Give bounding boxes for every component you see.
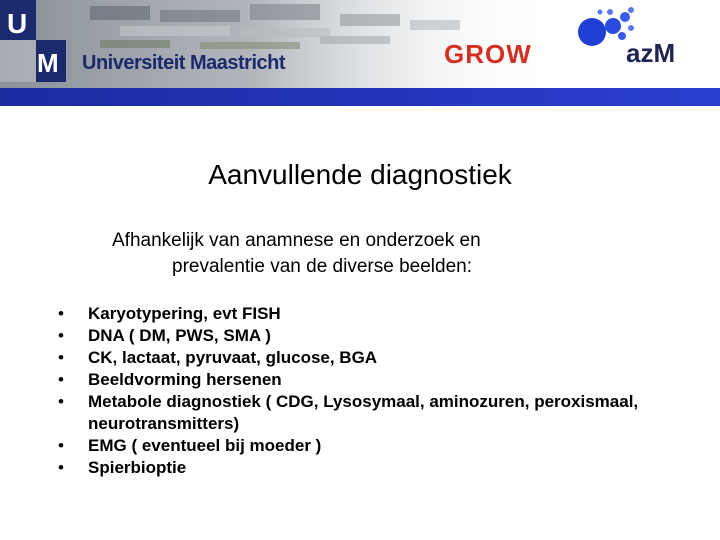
university-wordmark: Universiteit Maastricht [82,52,286,74]
bullet-icon: • [58,392,64,411]
bullet-text: Beeldvorming hersenen [88,370,282,389]
list-item [58,325,658,347]
list-item [58,435,658,457]
grow-logo: GROW [444,39,532,69]
bullet-icon: • [58,304,64,323]
bullet-text: EMG ( eventueel bij moeder ) [88,436,322,455]
bullet-icon: • [58,326,64,345]
intro-line-1: Afhankelijk van anamnese en onderzoek en [112,230,481,251]
bullet-icon: • [58,348,64,367]
list-item [58,369,658,391]
list-item [58,457,658,479]
intro-line-2: prevalentie van de diverse beelden: [172,256,472,277]
bullet-icon: • [58,458,64,477]
bullet-text: Karyotypering, evt FISH [88,304,281,323]
bullet-text: CK, lactaat, pyruvaat, glucose, BGA [88,348,378,367]
bullet-icon: • [58,370,64,389]
bullet-icon: • [58,436,64,455]
um-logo-letter-m: M [37,48,59,78]
um-logo-letter-u: U [7,8,28,39]
bullet-text: Metabole diagnostiek ( CDG, Lysosymaal, aminozuren, peroxismaal, neurotransmitters) [88,392,639,433]
bullet-list [58,303,658,479]
slide-header [0,0,720,108]
list-item [58,391,658,435]
list-item [58,347,658,369]
bullet-text: Spierbioptie [88,458,187,477]
header-band [0,88,720,106]
bullet-text: DNA ( DM, PWS, SMA ) [88,326,271,345]
slide-intro [112,228,612,280]
slide-title: Aanvullende diagnostiek [208,159,512,190]
list-item [58,303,658,325]
azm-logo: azM [626,38,676,68]
